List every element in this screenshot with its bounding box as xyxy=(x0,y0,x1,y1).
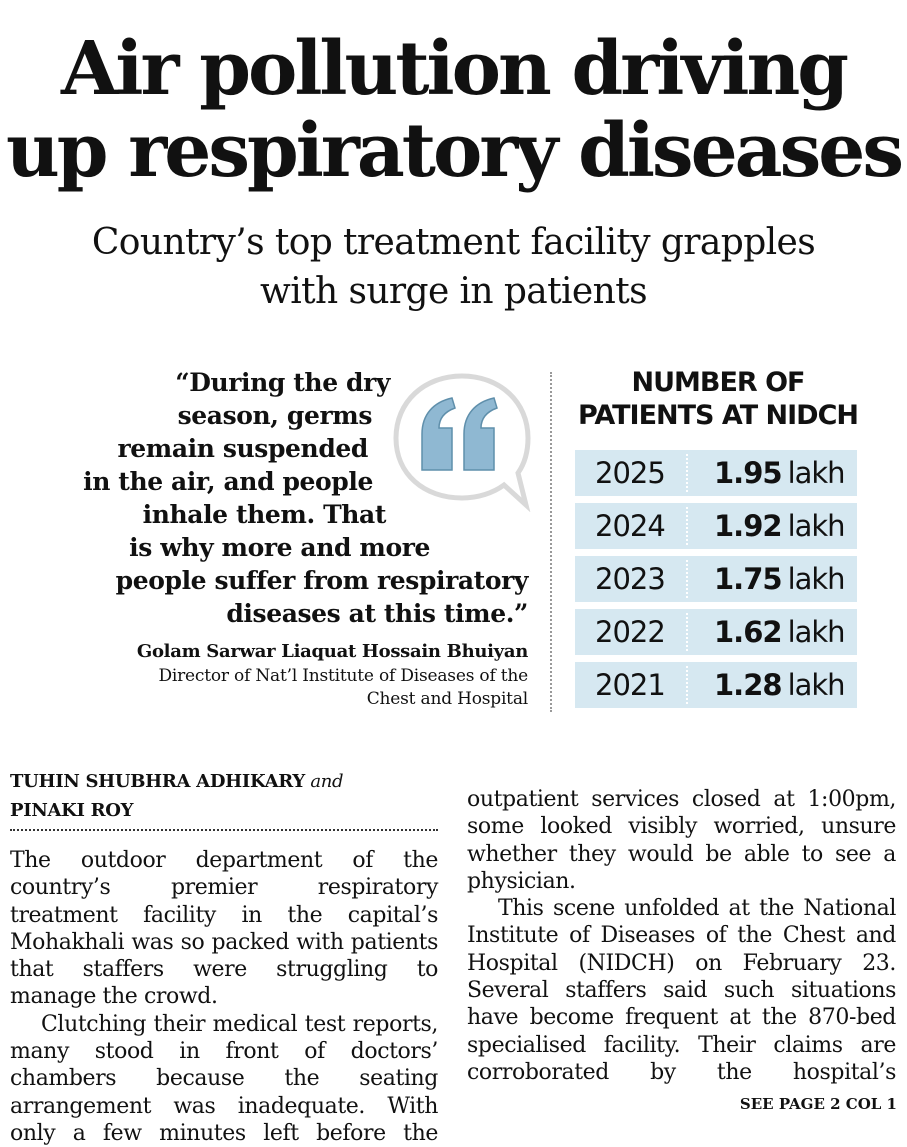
quote-speaker: Golam Sarwar Liaquat Hossain Bhuiyan xyxy=(136,641,528,662)
row-divider xyxy=(686,454,688,492)
table-row xyxy=(575,503,857,549)
subhead-line-1: Country’s top treatment facility grapples xyxy=(91,222,816,263)
table-title-line-2: PATIENTS AT NIDCH xyxy=(578,400,858,431)
body-paragraph: outpatient services closed at 1:00pm, some looked visibly worried, unsure whether they would be able to see a physician. xyxy=(467,787,896,894)
value-number: 1.95 xyxy=(714,456,782,490)
headline-line-2: up respiratory diseases xyxy=(5,108,902,194)
value-cell xyxy=(714,668,845,702)
quote-line: remain suspended xyxy=(117,434,368,463)
row-divider xyxy=(686,613,688,651)
quote-line: inhale them. That xyxy=(142,500,386,529)
value-unit: lakh xyxy=(787,668,845,702)
year-cell: 2025 xyxy=(595,456,665,490)
value-number: 1.75 xyxy=(714,562,782,596)
row-divider xyxy=(686,666,688,704)
value-cell xyxy=(714,509,845,543)
quote-line: is why more and more xyxy=(129,533,430,562)
year-cell: 2023 xyxy=(595,562,665,596)
table-title xyxy=(572,366,864,432)
quote-line: season, germs xyxy=(177,401,372,430)
byline xyxy=(10,767,440,825)
byline-divider xyxy=(10,829,438,831)
row-divider xyxy=(686,560,688,598)
value-cell xyxy=(714,562,845,596)
byline-connector: and xyxy=(310,771,344,792)
value-unit: lakh xyxy=(787,562,845,596)
value-unit: lakh xyxy=(787,456,845,490)
value-unit: lakh xyxy=(787,509,845,543)
quote-line: in the air, and people xyxy=(83,467,373,496)
table-title-line-1: NUMBER OF xyxy=(631,367,805,398)
quote-line: people suffer from respiratory xyxy=(115,566,528,595)
body-column-left xyxy=(10,847,438,1147)
table-row xyxy=(575,450,857,496)
headline-line-1: Air pollution driving xyxy=(60,26,847,112)
table-row xyxy=(575,609,857,655)
author-name: PINAKI ROY xyxy=(10,800,134,821)
quote-speaker-title xyxy=(158,665,528,711)
value-cell xyxy=(714,615,845,649)
body-paragraph: This scene unfolded at the National Institute of Diseases of the Chest and Hospital (NIDCH) on February 23. Several staffers said such situations have become frequent at the 870-bed specialised facility. Their claims are corroborated by the hospital’s xyxy=(467,896,896,1085)
headline xyxy=(0,28,907,192)
year-cell: 2022 xyxy=(595,615,665,649)
dotted-divider xyxy=(550,372,552,712)
subheadline xyxy=(0,218,907,316)
value-cell xyxy=(714,456,845,490)
value-number: 1.62 xyxy=(714,615,782,649)
row-divider xyxy=(686,507,688,545)
value-unit: lakh xyxy=(787,615,845,649)
body-paragraph: The outdoor department of the country’s premier respiratory treatment facility in the capital’s Mohakhali was so packed with patients that staffers were struggling to manage the crowd. xyxy=(10,848,438,1010)
year-cell: 2024 xyxy=(595,509,665,543)
author-name: TUHIN SHUBHRA ADHIKARY xyxy=(10,771,305,792)
speaker-title-line-2: Chest and Hospital xyxy=(366,689,528,709)
quote-line: diseases at this time.” xyxy=(226,599,528,628)
table-row xyxy=(575,556,857,602)
speaker-title-line-1: Director of Nat’l Institute of Diseases of the xyxy=(158,666,528,686)
table-row xyxy=(575,662,857,708)
value-number: 1.92 xyxy=(714,509,782,543)
quotation-mark-icon xyxy=(392,372,532,512)
continuation-reference: SEE PAGE 2 COL 1 xyxy=(739,1095,897,1113)
year-cell: 2021 xyxy=(595,668,665,702)
body-paragraph: Clutching their medical test reports, many stood in front of doctors’ chambers because the seating arrangement was inadequate. With only a few minutes left before the xyxy=(10,1011,438,1146)
quote-line: “During the dry xyxy=(175,368,390,397)
subhead-line-2: with surge in patients xyxy=(260,271,647,312)
value-number: 1.28 xyxy=(714,668,782,702)
body-column-right xyxy=(467,786,896,1086)
